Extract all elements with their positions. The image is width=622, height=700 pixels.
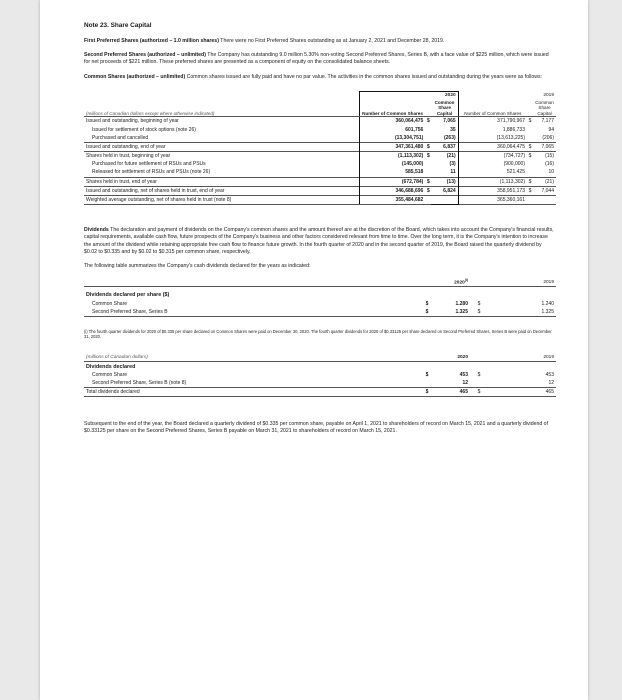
share-row-number-2020: (1,113,302) [359, 151, 425, 160]
dividends-text: The declaration and payment of dividends on the Company's common shares and the amount thereof are at the discretion of the Board, which takes into account the Company's financial results, capital requirements, available cash flow, future prospects of the Company's business and other factors considered relevant from time to time. Over the long term, it is the Company's intention to increase the amount of the dividend while retaining appropriate free cash flow to finance future growth. In the fourth quarter of 2020 and in the second quarter of 2019, the Board raised the quarterly dividend by $0.02 to $0.335 and by $0.02 to $0.315 per common share, respectively. [84, 227, 554, 255]
share-table-row [84, 151, 556, 160]
dps-row-value-2019: 1.325 [482, 308, 556, 317]
share-row-currency-2019: $ [528, 153, 532, 160]
share-row-capital-2019: 7,177 [541, 118, 554, 125]
dd-row-value-2019: 453 [545, 371, 554, 378]
share-row-capital-2020 [431, 195, 458, 204]
share-table-year-2019: 2019 [543, 93, 554, 99]
share-row-number-2019: 358,951,173 [458, 186, 527, 195]
share-row-capital-2020: 6,837 [431, 142, 458, 151]
first-preferred-paragraph [84, 38, 556, 45]
share-row-number-2020: (13,304,751) [359, 134, 425, 143]
share-row-number-2020: (145,000) [359, 160, 425, 168]
share-row-number-2019: (13,613,225) [496, 134, 525, 141]
dd-row-value-2020: 12 [462, 379, 468, 386]
document-page [40, 0, 588, 700]
share-row-capital-2019: 7,044 [533, 186, 556, 195]
share-row-capital-2019: 10 [548, 169, 554, 176]
share-row-capital-2020: 11 [431, 168, 458, 177]
share-row-label: Issued for settlement of stock options (note 26) [92, 126, 196, 133]
second-preferred-text: The Company has outstanding 9.0 million 5.30% non-voting Second Preferred Shares, Series B, with a face value of $225 million, which were issued for net proceeds of $221 million. These preferred shares are presented as a component of equity on the consolidated balance sheets. [84, 52, 549, 66]
share-row-number-2020: 601,756 [359, 125, 425, 133]
share-row-capital-2020: 6,824 [431, 186, 458, 195]
dps-row-value-2020: 1.280 [455, 300, 468, 307]
dps-footnote: (i) The fourth quarter dividends for 2020 of $0.335 per share declared on Common Shares were paid on December 30, 2020. The fourth quarter dividends for 2020 of $0.33125 per share declared on Second Preferred Shares, Series B were paid on December 31, 2020. [84, 328, 552, 340]
share-row-number-2019: 365,360,161 [458, 195, 527, 204]
share-table-row [84, 177, 556, 186]
dd-row-currency-2020: $ [425, 371, 429, 378]
dd-total-label: Total dividends declared [84, 388, 424, 397]
share-table-row [84, 142, 556, 151]
share-row-capital-2019: (206) [542, 134, 554, 141]
share-row-capital-2020: (13) [431, 177, 458, 186]
dps-year-2020-label: 2020 [454, 281, 465, 286]
share-row-number-2020: 360,064,475 [359, 117, 425, 126]
share-table-row [84, 134, 556, 143]
dd-total-cur-2019: $ [477, 389, 481, 396]
share-row-number-2019: 521,425 [506, 169, 525, 176]
following-table-paragraph: The following table summarizes the Company's cash dividends declared for the years as indicated: [84, 262, 311, 269]
dps-row-currency-2019: $ [477, 308, 481, 315]
common-shares-lead: Common Shares (authorized – unlimited) [84, 73, 186, 80]
share-row-number-2020: 355,484,682 [359, 195, 425, 204]
second-preferred-paragraph [84, 52, 556, 66]
share-row-number-2020: 585,518 [359, 168, 425, 177]
share-table-row [84, 125, 556, 133]
dps-row-label: Second Preferred Share, Series B [84, 308, 424, 317]
share-table-row [84, 168, 556, 177]
share-table-row [84, 160, 556, 168]
share-table-year-row [84, 91, 556, 100]
share-row-currency-2020: $ [426, 178, 430, 185]
share-table-year-2020: 2020 [359, 91, 458, 100]
dd-unit-note: (millions of Canadian dollars) [84, 353, 424, 362]
share-row-capital-2019: 7,065 [533, 142, 556, 151]
dd-row [84, 371, 556, 379]
share-row-capital-2019: (16) [545, 161, 554, 168]
dd-total-2019: 465 [482, 388, 556, 397]
share-table-row [84, 186, 556, 195]
dd-row-value-2019: 12 [548, 379, 554, 386]
share-row-capital-2020: 35 [431, 125, 458, 133]
dividends-lead: Dividends [84, 227, 109, 234]
dps-year-2020-mark: (i) [464, 278, 468, 283]
share-row-label: Weighted average outstanding, net of shares held in trust (note 8) [84, 195, 359, 204]
share-row-label: Shares held in trust, beginning of year [84, 151, 359, 160]
share-row-label: Issued and outstanding, net of shares held in trust, end of year [84, 186, 359, 195]
share-row-number-2020: (672,784) [359, 177, 425, 186]
share-row-number-2019: 371,790,967 [497, 118, 525, 125]
dps-table-body [84, 299, 556, 316]
share-row-capital-2019: (15) [533, 151, 556, 160]
dps-row-value-2019: 1.240 [541, 300, 554, 307]
share-row-number-2019: (734,727) [458, 151, 527, 160]
share-table-row [84, 117, 556, 126]
first-preferred-lead: First Preferred Shares (authorized – 1.0 million shares) [84, 38, 219, 44]
dps-year-2019: 2019 [482, 278, 556, 287]
share-row-label: Issued and outstanding, end of year [84, 142, 359, 151]
second-preferred-lead: Second Preferred Shares (authorized – unlimited) [84, 52, 206, 59]
share-row-capital-2019: 94 [548, 126, 554, 133]
share-row-currency-2019: $ [528, 178, 532, 185]
common-shares-text: Common shares issued are fully paid and have no par value. The activities in the common shares issued and outstanding during the years were as follows: [185, 73, 543, 80]
dps-row-value-2020: 1.325 [430, 308, 470, 317]
share-row-label: Released for settlement of RSUs and PSUs (note 26) [92, 169, 211, 176]
share-row-capital-2020: (3) [431, 160, 458, 168]
share-row-label: Shares held in trust, end of year [84, 177, 359, 186]
share-row-number-2019: (1,113,302) [458, 177, 527, 186]
dps-heading: Dividends declared per share ($) [86, 292, 170, 299]
share-row-currency-2020: $ [426, 187, 430, 194]
dps-row-label: Common Share [92, 300, 128, 307]
note-title: Note 23. Share Capital [84, 22, 152, 29]
share-table-col-number-2019: Number of Common Shares [458, 100, 527, 117]
share-row-label: Purchased and cancelled [92, 134, 149, 141]
dd-total-cur-2020: $ [425, 389, 429, 396]
dd-row-value-2020: 453 [459, 371, 468, 378]
share-capital-table [84, 91, 556, 205]
share-row-capital-2020: 7,065 [431, 117, 458, 126]
share-row-capital-2019: (21) [533, 177, 556, 186]
dd-total-row [84, 388, 556, 397]
dd-year-2020: 2020 [430, 353, 470, 362]
common-shares-paragraph [84, 74, 556, 81]
dividends-declared-table [84, 353, 556, 397]
share-table-col-capital-2020: Common Share Capital [431, 100, 458, 117]
share-row-currency-2020: $ [426, 153, 430, 160]
share-row-number-2020: 346,688,696 [359, 186, 425, 195]
dividends-paragraph [84, 227, 556, 256]
share-row-label: Issued and outstanding, beginning of year [86, 118, 179, 125]
dd-row-label: Second Preferred Share, Series B (note 8) [92, 379, 187, 386]
dps-row [84, 308, 556, 317]
note-content [84, 22, 556, 443]
dps-heading-row [84, 287, 556, 300]
share-table-row [84, 195, 556, 204]
share-row-number-2019: (900,000) [503, 161, 525, 168]
dd-heading: Dividends declared [86, 363, 136, 370]
dd-year-2019: 2019 [482, 353, 556, 362]
dd-row-label: Common Share [92, 371, 128, 378]
share-row-capital-2020: (21) [431, 151, 458, 160]
share-row-capital-2020: (263) [431, 134, 458, 143]
dd-total-2020: 465 [430, 388, 470, 397]
dividends-per-share-table [84, 278, 556, 317]
subsequent-paragraph: Subsequent to the end of the year, the Board declared a quarterly dividend of $0.335 per common share, payable on April 1, 2021 to shareholders of record on March 15, 2021 and a quarterly dividend of $0.33125 per share on the Second Preferred Shares, Series B payable on March 31, 2021 to shareholders of record on March 15, 2021. [84, 421, 549, 435]
share-row-currency-2019: $ [528, 187, 532, 194]
share-row-currency-2019: $ [528, 118, 532, 125]
share-row-number-2019: 1,886,733 [502, 126, 525, 133]
dps-row-currency-2020: $ [425, 308, 429, 315]
dps-year-row [84, 278, 556, 287]
share-table-body [84, 117, 556, 205]
dd-row [84, 379, 556, 388]
dd-year-row [84, 353, 556, 362]
share-row-currency-2020: $ [426, 143, 430, 150]
share-row-label: Purchased for future settlement of RSUs and PSUs [92, 161, 206, 168]
dps-row [84, 299, 556, 307]
share-table-header-row [84, 100, 556, 117]
dd-heading-row [84, 362, 556, 371]
first-preferred-text: There were no First Preferred Shares outstanding as at January 2, 2021 and December 28, 2019. [218, 38, 445, 44]
dd-table-body [84, 371, 556, 388]
share-table-col-capital-2019: Common Share Capital [533, 100, 556, 117]
dps-row-currency-2019: $ [477, 300, 481, 307]
share-row-capital-2019 [533, 195, 556, 204]
share-row-currency-2019: $ [528, 143, 532, 150]
share-table-unit-note: (millions of Canadian dollars except where otherwise indicated) [84, 100, 359, 117]
share-row-currency-2020: $ [426, 118, 430, 125]
share-row-number-2020: 347,361,480 [359, 142, 425, 151]
dps-row-currency-2020: $ [425, 300, 429, 307]
share-table-col-number-2020: Number of Common Shares [359, 100, 425, 117]
share-row-number-2019: 360,064,475 [458, 142, 527, 151]
dd-row-currency-2019: $ [477, 371, 481, 378]
dps-year-2020 [430, 278, 470, 287]
